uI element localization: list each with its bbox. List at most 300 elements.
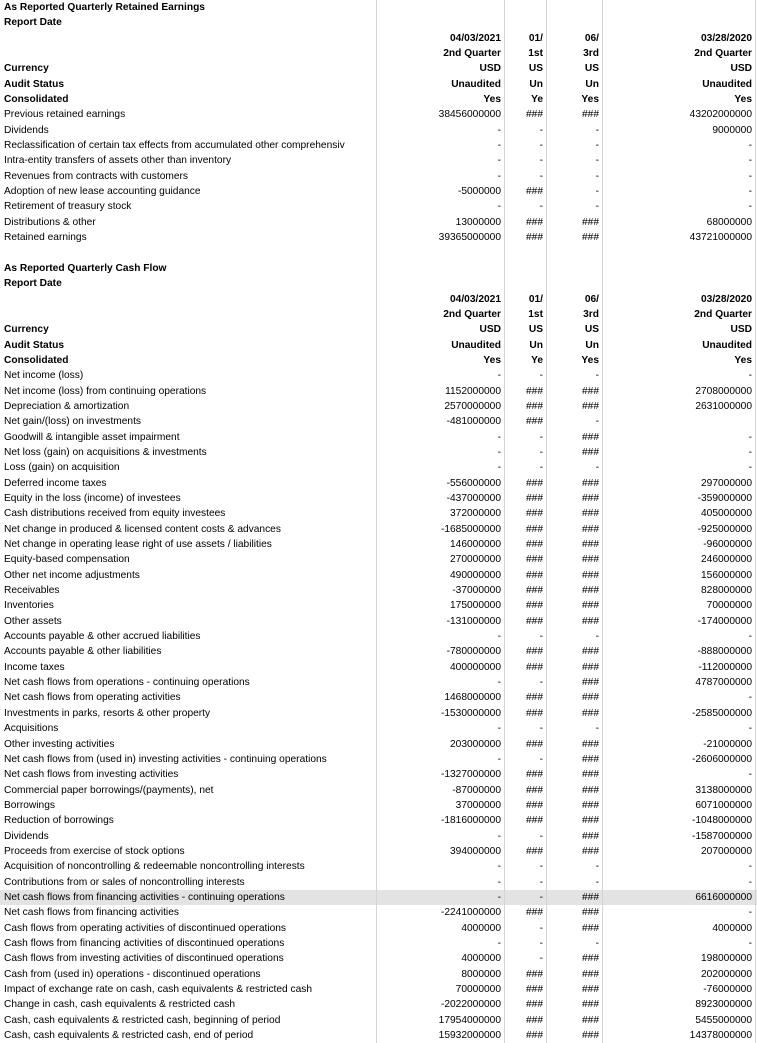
value-cell[interactable]: - bbox=[504, 368, 546, 383]
row-label[interactable]: Accounts payable & other accrued liabilities bbox=[4, 631, 201, 643]
value-cell[interactable]: ### bbox=[546, 568, 602, 583]
value-cell[interactable]: -1587000000 bbox=[602, 829, 756, 844]
value-cell[interactable] bbox=[504, 15, 546, 30]
value-cell[interactable]: Yes bbox=[376, 353, 504, 368]
value-cell[interactable]: 394000000 bbox=[376, 844, 504, 859]
value-cell[interactable] bbox=[376, 276, 504, 291]
row-label[interactable]: Reduction of borrowings bbox=[4, 815, 114, 827]
value-cell[interactable]: ### bbox=[546, 537, 602, 552]
value-cell[interactable]: 06/ bbox=[546, 292, 602, 307]
value-cell[interactable]: - bbox=[376, 859, 504, 874]
value-cell[interactable]: 01/ bbox=[504, 292, 546, 307]
value-cell[interactable]: ### bbox=[504, 967, 546, 982]
value-cell[interactable]: 4787000000 bbox=[602, 675, 756, 690]
value-cell[interactable]: ### bbox=[504, 614, 546, 629]
row-label[interactable]: Cash flows from investing activities of discontinued operations bbox=[4, 953, 284, 965]
value-cell[interactable]: - bbox=[376, 752, 504, 767]
value-cell[interactable]: - bbox=[546, 460, 602, 475]
value-cell[interactable]: - bbox=[504, 460, 546, 475]
value-cell[interactable]: ### bbox=[546, 967, 602, 982]
value-cell[interactable]: - bbox=[504, 890, 546, 905]
row-label[interactable]: Audit Status bbox=[4, 339, 64, 351]
row-label[interactable]: Commercial paper borrowings/(payments), net bbox=[4, 784, 214, 796]
value-cell[interactable]: ### bbox=[504, 184, 546, 199]
value-cell[interactable]: -2606000000 bbox=[602, 752, 756, 767]
value-cell[interactable]: 198000000 bbox=[602, 951, 756, 966]
value-cell[interactable]: - bbox=[504, 921, 546, 936]
value-cell[interactable]: - bbox=[546, 169, 602, 184]
value-cell[interactable]: ### bbox=[546, 951, 602, 966]
value-cell[interactable]: ### bbox=[504, 537, 546, 552]
value-cell[interactable]: - bbox=[602, 445, 756, 460]
value-cell[interactable]: -76000000 bbox=[602, 982, 756, 997]
row-label[interactable] bbox=[4, 292, 376, 307]
row-label[interactable]: Borrowings bbox=[4, 799, 55, 811]
value-cell[interactable]: - bbox=[546, 153, 602, 168]
value-cell[interactable]: 405000000 bbox=[602, 506, 756, 521]
value-cell[interactable]: 06/ bbox=[546, 31, 602, 46]
value-cell[interactable]: US bbox=[504, 322, 546, 337]
value-cell[interactable]: 1468000000 bbox=[376, 690, 504, 705]
value-cell[interactable]: - bbox=[602, 430, 756, 445]
value-cell[interactable]: ### bbox=[546, 737, 602, 752]
value-cell[interactable]: 1152000000 bbox=[376, 384, 504, 399]
value-cell[interactable]: - bbox=[376, 430, 504, 445]
value-cell[interactable]: 37000000 bbox=[376, 798, 504, 813]
value-cell[interactable]: ### bbox=[504, 1028, 546, 1043]
value-cell[interactable]: Unaudited bbox=[602, 338, 756, 353]
value-cell[interactable]: ### bbox=[546, 783, 602, 798]
value-cell[interactable]: -2585000000 bbox=[602, 706, 756, 721]
value-cell[interactable]: - bbox=[376, 169, 504, 184]
row-label[interactable]: Acquisitions bbox=[4, 723, 59, 735]
value-cell[interactable]: - bbox=[376, 153, 504, 168]
value-cell[interactable]: ### bbox=[504, 399, 546, 414]
value-cell[interactable]: - bbox=[602, 184, 756, 199]
value-cell[interactable]: 43721000000 bbox=[602, 230, 756, 245]
row-label[interactable]: Distributions & other bbox=[4, 216, 96, 228]
value-cell[interactable]: - bbox=[602, 169, 756, 184]
row-label[interactable]: Adoption of new lease accounting guidance bbox=[4, 186, 201, 198]
value-cell[interactable]: - bbox=[376, 721, 504, 736]
row-label[interactable]: Dividends bbox=[4, 124, 49, 136]
value-cell[interactable]: 17954000000 bbox=[376, 1013, 504, 1028]
row-label[interactable]: Loss (gain) on acquisition bbox=[4, 462, 120, 474]
value-cell[interactable]: -112000000 bbox=[602, 660, 756, 675]
row-label[interactable]: Net loss (gain) on acquisitions & investments bbox=[4, 446, 207, 458]
value-cell[interactable]: - bbox=[376, 829, 504, 844]
value-cell[interactable]: -437000000 bbox=[376, 491, 504, 506]
row-label[interactable]: Other investing activities bbox=[4, 738, 115, 750]
value-cell[interactable] bbox=[602, 414, 756, 429]
value-cell[interactable]: ### bbox=[546, 921, 602, 936]
value-cell[interactable]: ### bbox=[504, 568, 546, 583]
value-cell[interactable]: 5455000000 bbox=[602, 1013, 756, 1028]
row-label[interactable]: Depreciation & amortization bbox=[4, 400, 130, 412]
value-cell[interactable]: - bbox=[602, 721, 756, 736]
value-cell[interactable]: ### bbox=[546, 583, 602, 598]
value-cell[interactable]: - bbox=[602, 138, 756, 153]
value-cell[interactable]: ### bbox=[546, 690, 602, 705]
value-cell[interactable]: ### bbox=[546, 1013, 602, 1028]
row-label[interactable]: Consolidated bbox=[4, 354, 69, 366]
value-cell[interactable]: - bbox=[602, 936, 756, 951]
value-cell[interactable]: ### bbox=[504, 706, 546, 721]
value-cell[interactable]: - bbox=[602, 460, 756, 475]
value-cell[interactable]: ### bbox=[504, 215, 546, 230]
row-label[interactable]: Cash flows from financing activities of discontinued operations bbox=[4, 937, 285, 949]
value-cell[interactable]: ### bbox=[504, 997, 546, 1012]
value-cell[interactable]: - bbox=[504, 430, 546, 445]
value-cell[interactable]: USD bbox=[602, 322, 756, 337]
value-cell[interactable]: - bbox=[504, 721, 546, 736]
row-label[interactable]: Change in cash, cash equivalents & restricted cash bbox=[4, 999, 236, 1011]
value-cell[interactable]: - bbox=[546, 138, 602, 153]
value-cell[interactable]: -888000000 bbox=[602, 644, 756, 659]
value-cell[interactable]: ### bbox=[504, 690, 546, 705]
value-cell[interactable]: - bbox=[546, 184, 602, 199]
row-label[interactable]: Investments in parks, resorts & other property bbox=[4, 707, 211, 719]
value-cell[interactable]: 146000000 bbox=[376, 537, 504, 552]
value-cell[interactable]: Yes bbox=[602, 353, 756, 368]
value-cell[interactable]: ### bbox=[504, 660, 546, 675]
value-cell[interactable]: 490000000 bbox=[376, 568, 504, 583]
row-label[interactable]: Net cash flows from investing activities bbox=[4, 769, 179, 781]
value-cell[interactable]: - bbox=[602, 875, 756, 890]
value-cell[interactable]: ### bbox=[546, 522, 602, 537]
value-cell[interactable]: -2022000000 bbox=[376, 997, 504, 1012]
value-cell[interactable]: -131000000 bbox=[376, 614, 504, 629]
value-cell[interactable]: ### bbox=[504, 522, 546, 537]
value-cell[interactable]: ### bbox=[546, 997, 602, 1012]
value-cell[interactable]: ### bbox=[546, 982, 602, 997]
value-cell[interactable]: - bbox=[504, 829, 546, 844]
row-label[interactable]: Retained earnings bbox=[4, 232, 87, 244]
row-label[interactable]: Reclassification of certain tax effects from accumulated other comprehensiv bbox=[4, 140, 345, 152]
value-cell[interactable]: ### bbox=[546, 445, 602, 460]
value-cell[interactable]: Yes bbox=[376, 92, 504, 107]
value-cell[interactable] bbox=[546, 15, 602, 30]
value-cell[interactable]: ### bbox=[504, 598, 546, 613]
value-cell[interactable]: -21000000 bbox=[602, 737, 756, 752]
value-cell[interactable]: ### bbox=[546, 614, 602, 629]
value-cell[interactable]: -556000000 bbox=[376, 476, 504, 491]
value-cell[interactable]: 2708000000 bbox=[602, 384, 756, 399]
value-cell[interactable] bbox=[376, 15, 504, 30]
value-cell[interactable]: 3138000000 bbox=[602, 783, 756, 798]
value-cell[interactable]: ### bbox=[546, 706, 602, 721]
value-cell[interactable]: USD bbox=[602, 61, 756, 76]
row-label[interactable]: Cash, cash equivalents & restricted cash, beginning of period bbox=[4, 1014, 281, 1026]
row-label[interactable]: Currency bbox=[4, 324, 49, 336]
row-label[interactable]: Cash, cash equivalents & restricted cash, end of period bbox=[4, 1030, 254, 1042]
value-cell[interactable]: 6071000000 bbox=[602, 798, 756, 813]
value-cell[interactable]: 372000000 bbox=[376, 506, 504, 521]
value-cell[interactable]: - bbox=[602, 629, 756, 644]
value-cell[interactable]: 38456000000 bbox=[376, 107, 504, 122]
value-cell[interactable]: - bbox=[376, 675, 504, 690]
row-label[interactable]: Net income (loss) bbox=[4, 370, 84, 382]
value-cell[interactable]: ### bbox=[546, 798, 602, 813]
value-cell[interactable]: -2241000000 bbox=[376, 905, 504, 920]
value-cell[interactable] bbox=[504, 276, 546, 291]
value-cell[interactable]: USD bbox=[376, 322, 504, 337]
value-cell[interactable]: - bbox=[602, 153, 756, 168]
value-cell[interactable]: - bbox=[546, 936, 602, 951]
value-cell[interactable]: - bbox=[376, 875, 504, 890]
value-cell[interactable]: -1816000000 bbox=[376, 813, 504, 828]
row-label[interactable] bbox=[4, 31, 376, 46]
value-cell[interactable]: ### bbox=[504, 844, 546, 859]
value-cell[interactable]: USD bbox=[376, 61, 504, 76]
row-label[interactable]: Income taxes bbox=[4, 661, 65, 673]
value-cell[interactable]: Unaudited bbox=[376, 338, 504, 353]
value-cell[interactable] bbox=[602, 15, 756, 30]
value-cell[interactable]: - bbox=[504, 138, 546, 153]
value-cell[interactable]: - bbox=[504, 752, 546, 767]
row-label[interactable]: Deferred income taxes bbox=[4, 477, 107, 489]
value-cell[interactable]: - bbox=[546, 721, 602, 736]
value-cell[interactable]: 3rd bbox=[546, 307, 602, 322]
value-cell[interactable]: 1st bbox=[504, 307, 546, 322]
value-cell[interactable]: - bbox=[602, 905, 756, 920]
row-label[interactable]: Cash from (used in) operations - discontinued operations bbox=[4, 968, 261, 980]
value-cell[interactable]: 175000000 bbox=[376, 598, 504, 613]
value-cell[interactable]: 43202000000 bbox=[602, 107, 756, 122]
value-cell[interactable]: Un bbox=[546, 77, 602, 92]
row-label[interactable]: Net cash flows from (used in) investing activities - continuing operations bbox=[4, 753, 327, 765]
value-cell[interactable]: -780000000 bbox=[376, 644, 504, 659]
value-cell[interactable]: 207000000 bbox=[602, 844, 756, 859]
value-cell[interactable]: - bbox=[376, 890, 504, 905]
row-label[interactable]: Net cash flows from operating activities bbox=[4, 692, 181, 704]
value-cell[interactable]: ### bbox=[504, 491, 546, 506]
row-label[interactable]: Revenues from contracts with customers bbox=[4, 170, 189, 182]
row-label[interactable]: Currency bbox=[4, 63, 49, 75]
value-cell[interactable]: ### bbox=[504, 767, 546, 782]
value-cell[interactable]: ### bbox=[546, 476, 602, 491]
value-cell[interactable]: -481000000 bbox=[376, 414, 504, 429]
value-cell[interactable]: Unaudited bbox=[602, 77, 756, 92]
value-cell[interactable]: Un bbox=[504, 338, 546, 353]
value-cell[interactable] bbox=[602, 276, 756, 291]
value-cell[interactable]: 9000000 bbox=[602, 123, 756, 138]
value-cell[interactable]: - bbox=[602, 368, 756, 383]
value-cell[interactable]: ### bbox=[504, 552, 546, 567]
value-cell[interactable]: ### bbox=[546, 1028, 602, 1043]
value-cell[interactable]: ### bbox=[546, 215, 602, 230]
value-cell[interactable]: 2631000000 bbox=[602, 399, 756, 414]
value-cell[interactable]: Yes bbox=[546, 353, 602, 368]
value-cell[interactable]: ### bbox=[504, 384, 546, 399]
value-cell[interactable]: 8923000000 bbox=[602, 997, 756, 1012]
value-cell[interactable]: - bbox=[504, 875, 546, 890]
value-cell[interactable]: - bbox=[376, 123, 504, 138]
value-cell[interactable]: 4000000 bbox=[376, 951, 504, 966]
row-label[interactable]: Retirement of treasury stock bbox=[4, 201, 132, 213]
value-cell[interactable]: - bbox=[504, 445, 546, 460]
value-cell[interactable]: 297000000 bbox=[602, 476, 756, 491]
value-cell[interactable]: -1685000000 bbox=[376, 522, 504, 537]
value-cell[interactable]: ### bbox=[504, 107, 546, 122]
value-cell[interactable]: - bbox=[504, 629, 546, 644]
value-cell[interactable]: ### bbox=[546, 767, 602, 782]
value-cell[interactable]: - bbox=[602, 199, 756, 214]
value-cell[interactable]: ### bbox=[546, 844, 602, 859]
value-cell[interactable]: ### bbox=[504, 476, 546, 491]
value-cell[interactable]: 70000000 bbox=[376, 982, 504, 997]
value-cell[interactable]: - bbox=[504, 675, 546, 690]
value-cell[interactable]: - bbox=[376, 460, 504, 475]
value-cell[interactable]: - bbox=[376, 199, 504, 214]
value-cell[interactable]: ### bbox=[504, 798, 546, 813]
value-cell[interactable]: -96000000 bbox=[602, 537, 756, 552]
row-label[interactable]: Audit Status bbox=[4, 78, 64, 90]
row-label[interactable]: Equity in the loss (income) of investees bbox=[4, 493, 181, 504]
value-cell[interactable]: 03/28/2020 bbox=[602, 292, 756, 307]
value-cell[interactable]: - bbox=[376, 138, 504, 153]
value-cell[interactable]: ### bbox=[546, 107, 602, 122]
value-cell[interactable]: 2nd Quarter bbox=[376, 307, 504, 322]
value-cell[interactable]: US bbox=[504, 61, 546, 76]
value-cell[interactable]: -87000000 bbox=[376, 783, 504, 798]
row-label[interactable]: Receivables bbox=[4, 585, 60, 597]
value-cell[interactable]: Unaudited bbox=[376, 77, 504, 92]
value-cell[interactable]: ### bbox=[504, 230, 546, 245]
row-label[interactable] bbox=[4, 46, 376, 61]
value-cell[interactable]: - bbox=[546, 875, 602, 890]
value-cell[interactable]: 03/28/2020 bbox=[602, 31, 756, 46]
value-cell[interactable]: ### bbox=[546, 230, 602, 245]
value-cell[interactable]: ### bbox=[546, 384, 602, 399]
value-cell[interactable]: -1048000000 bbox=[602, 813, 756, 828]
value-cell[interactable]: ### bbox=[546, 829, 602, 844]
value-cell[interactable]: ### bbox=[504, 737, 546, 752]
value-cell[interactable]: 15932000000 bbox=[376, 1028, 504, 1043]
row-label[interactable]: Previous retained earnings bbox=[4, 109, 126, 121]
value-cell[interactable]: 04/03/2021 bbox=[376, 31, 504, 46]
row-label[interactable]: Proceeds from exercise of stock options bbox=[4, 845, 185, 857]
value-cell[interactable]: US bbox=[546, 61, 602, 76]
value-cell[interactable]: 2570000000 bbox=[376, 399, 504, 414]
value-cell[interactable]: 4000000 bbox=[602, 921, 756, 936]
value-cell[interactable]: ### bbox=[504, 813, 546, 828]
value-cell[interactable]: 2nd Quarter bbox=[602, 307, 756, 322]
value-cell[interactable]: 3rd bbox=[546, 46, 602, 61]
value-cell[interactable]: 8000000 bbox=[376, 967, 504, 982]
row-label[interactable]: Equity-based compensation bbox=[4, 554, 130, 566]
value-cell[interactable]: 01/ bbox=[504, 31, 546, 46]
value-cell[interactable]: ### bbox=[546, 905, 602, 920]
row-label[interactable]: Net change in produced & licensed content costs & advances bbox=[4, 523, 281, 535]
row-label[interactable]: Net gain/(loss) on investments bbox=[4, 416, 142, 428]
value-cell[interactable]: -174000000 bbox=[602, 614, 756, 629]
row-label[interactable]: Intra-entity transfers of assets other than inventory bbox=[4, 155, 232, 167]
value-cell[interactable]: -359000000 bbox=[602, 491, 756, 506]
row-label[interactable]: Contributions from or sales of noncontrolling interests bbox=[4, 876, 245, 888]
value-cell[interactable]: ### bbox=[504, 783, 546, 798]
row-label[interactable]: Goodwill & intangible asset impairment bbox=[4, 431, 180, 443]
value-cell[interactable]: ### bbox=[546, 644, 602, 659]
value-cell[interactable]: - bbox=[504, 123, 546, 138]
value-cell[interactable]: - bbox=[504, 199, 546, 214]
value-cell[interactable]: - bbox=[546, 629, 602, 644]
row-label[interactable]: Net income (loss) from continuing operations bbox=[4, 385, 207, 397]
value-cell[interactable]: -37000000 bbox=[376, 583, 504, 598]
row-label[interactable]: Other assets bbox=[4, 615, 62, 627]
value-cell[interactable]: - bbox=[546, 414, 602, 429]
value-cell[interactable]: ### bbox=[546, 660, 602, 675]
value-cell[interactable]: 39365000000 bbox=[376, 230, 504, 245]
value-cell[interactable]: - bbox=[546, 123, 602, 138]
value-cell[interactable]: 156000000 bbox=[602, 568, 756, 583]
value-cell[interactable] bbox=[546, 276, 602, 291]
value-cell[interactable]: ### bbox=[546, 813, 602, 828]
value-cell[interactable]: ### bbox=[504, 644, 546, 659]
value-cell[interactable]: -1327000000 bbox=[376, 767, 504, 782]
value-cell[interactable]: -5000000 bbox=[376, 184, 504, 199]
value-cell[interactable]: 828000000 bbox=[602, 583, 756, 598]
value-cell[interactable]: ### bbox=[546, 752, 602, 767]
value-cell[interactable]: 70000000 bbox=[602, 598, 756, 613]
value-cell[interactable]: Un bbox=[504, 77, 546, 92]
value-cell[interactable]: 246000000 bbox=[602, 552, 756, 567]
value-cell[interactable]: 203000000 bbox=[376, 737, 504, 752]
row-label[interactable]: Acquisition of noncontrolling & redeemable noncontrolling interests bbox=[4, 861, 305, 873]
row-label[interactable]: Net cash flows from financing activities bbox=[4, 907, 179, 919]
value-cell[interactable]: US bbox=[546, 322, 602, 337]
row-label[interactable]: Report Date bbox=[4, 17, 62, 29]
value-cell[interactable]: Un bbox=[546, 338, 602, 353]
value-cell[interactable]: 2nd Quarter bbox=[602, 46, 756, 61]
value-cell[interactable]: - bbox=[504, 936, 546, 951]
value-cell[interactable]: - bbox=[376, 368, 504, 383]
value-cell[interactable]: 400000000 bbox=[376, 660, 504, 675]
row-label[interactable]: Dividends bbox=[4, 830, 49, 842]
row-label[interactable]: Net change in operating lease right of use assets / liabilities bbox=[4, 539, 272, 551]
value-cell[interactable]: -1530000000 bbox=[376, 706, 504, 721]
value-cell[interactable]: 6616000000 bbox=[602, 890, 756, 905]
row-label[interactable]: Inventories bbox=[4, 600, 54, 612]
value-cell[interactable]: ### bbox=[504, 982, 546, 997]
value-cell[interactable]: 04/03/2021 bbox=[376, 292, 504, 307]
value-cell[interactable]: Ye bbox=[504, 353, 546, 368]
value-cell[interactable]: - bbox=[376, 936, 504, 951]
value-cell[interactable]: 1st bbox=[504, 46, 546, 61]
value-cell[interactable]: Ye bbox=[504, 92, 546, 107]
row-label[interactable]: Cash distributions received from equity investees bbox=[4, 508, 226, 520]
value-cell[interactable]: 13000000 bbox=[376, 215, 504, 230]
value-cell[interactable]: - bbox=[376, 629, 504, 644]
value-cell[interactable]: - bbox=[602, 859, 756, 874]
value-cell[interactable]: Yes bbox=[546, 92, 602, 107]
row-label[interactable] bbox=[4, 307, 376, 322]
value-cell[interactable]: ### bbox=[546, 491, 602, 506]
value-cell[interactable]: ### bbox=[546, 506, 602, 521]
value-cell[interactable]: 14378000000 bbox=[602, 1028, 756, 1043]
value-cell[interactable]: - bbox=[546, 199, 602, 214]
row-label[interactable]: Consolidated bbox=[4, 94, 69, 106]
value-cell[interactable]: 2nd Quarter bbox=[376, 46, 504, 61]
value-cell[interactable]: - bbox=[504, 859, 546, 874]
value-cell[interactable]: ### bbox=[546, 399, 602, 414]
value-cell[interactable]: -925000000 bbox=[602, 522, 756, 537]
value-cell[interactable]: ### bbox=[546, 675, 602, 690]
value-cell[interactable]: ### bbox=[504, 506, 546, 521]
row-label[interactable]: Other net income adjustments bbox=[4, 569, 140, 581]
value-cell[interactable]: Yes bbox=[602, 92, 756, 107]
value-cell[interactable]: - bbox=[546, 859, 602, 874]
